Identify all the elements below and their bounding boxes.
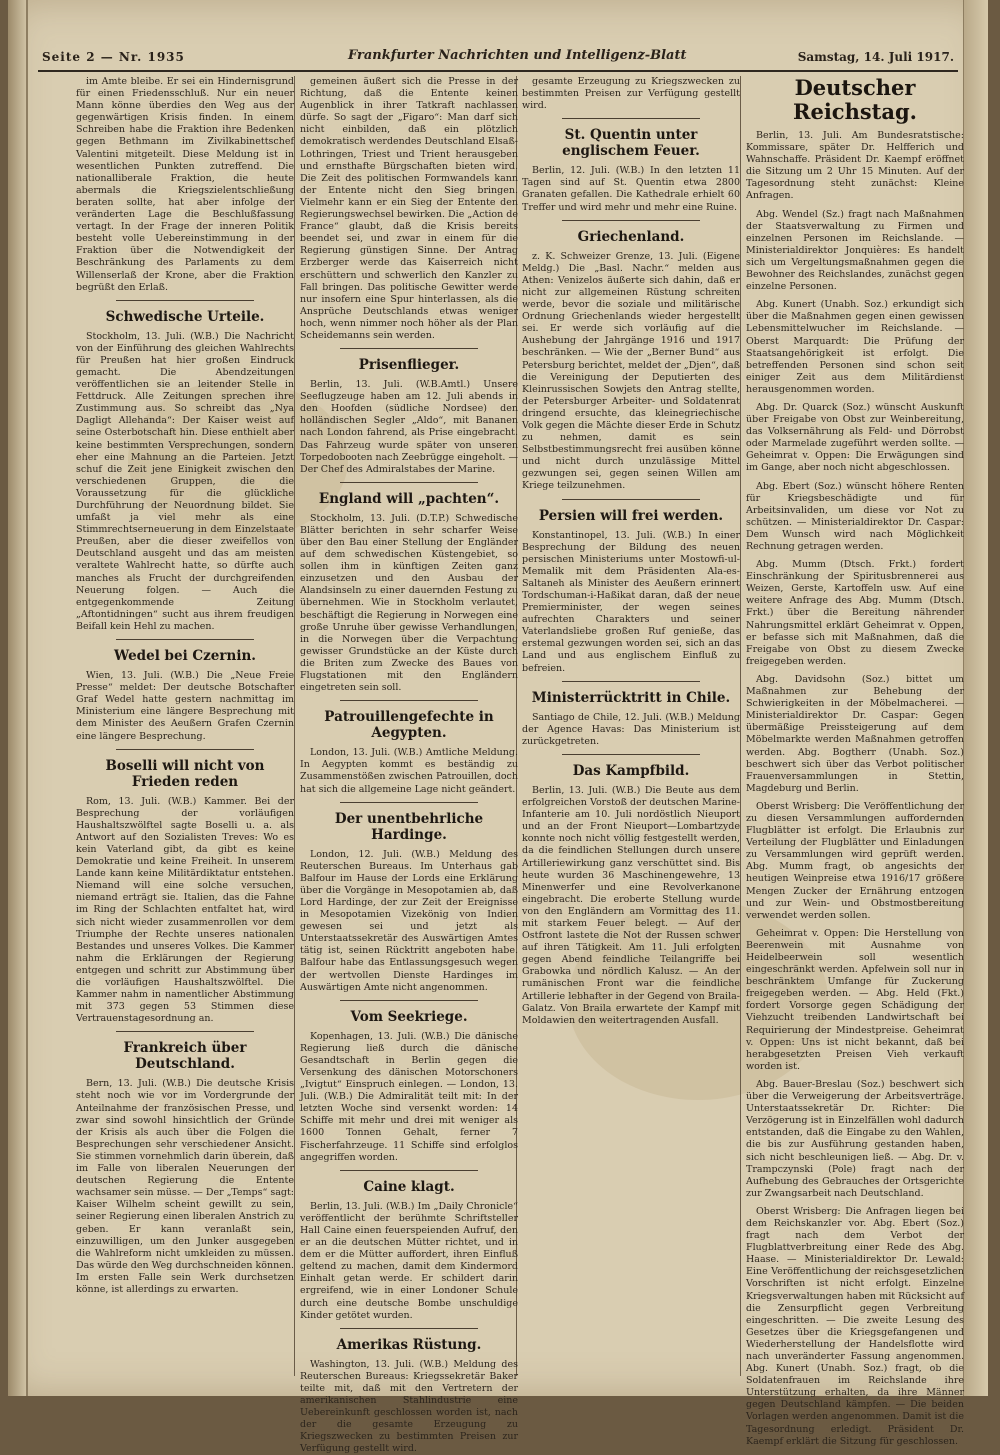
article-text: gemeinen äußert sich die Presse in der Richtung, daß die Entente keinen Augenblick in ihrer Tatkraft nachlassen dürfe. So sagt der „Figaro“: Man darf sich nicht einbilden, daß ein plötzlich demokratisch werdendes Deutschland Elsaß-Lothringen, Triest und Trient herausgeben und ernsthafte Bürgschaften bieten wird. Die Zeit des politischen Formwandels kann der Entente nicht den Sieg bringen. Vielmehr kann er ein Sieg der Entente den Regierungswechsel bewirken. Die „Action de France“ glaubt, daß die Krisis bereits beendet sei, und zwar in einem für die Regierung günstigen Sinne. Der Antrag Erzberger werde das Kaiserreich nicht erschüttern und schwerlich den Kanzler zu Fall bringen. Das politische Gewitter werde nur insofern eine Spur hinterlassen, als die Ansprüche Deutschlands etwas weniger hoch, wenn nimmer noch höher als der Plan Scheidemanns sein werden. xyxy=(300,76,518,341)
divider xyxy=(116,1031,254,1032)
article-text: Geheimrat v. Oppen: Die Herstellung von Beerenwein mit Ausnahme von Heidelbeerwein soll wesentlich eingeschränkt werden. Apfelwein soll nur in beschränktem Umfange für Zuckerung freigegeben werden. — Abg. Held (Fkt.) fordert Vorsorge gegen Schädigung der Viehzucht treibenden Landwirtschaft bei Requirierung der Mindestpreise. Geheimrat v. Oppen: Uns ist nicht bekannt, daß bei herabgesetzten Preisen Vieh verkauft worden ist. xyxy=(746,927,964,1072)
article-text: Konstantinopel, 13. Juli. (W.B.) In einer Besprechung der Bildung des neuen persischen Ministeriums unter Mostowfi-ul-Memalik mit dem Präsidenten Ala-es-Saltaneh als Minister des Aeußern erinnert Tordschuman-i-Haßikat daran, daß der neue Premierminister, der wegen seines aufrechten Charakters und seiner Vaterlandsliebe großen Ruf genieße, das erstemal gezwungen worden sei, sich an das Land und aus englischem Einfluß zu befreien. xyxy=(522,529,740,674)
article-text: Bern, 13. Juli. (W.B.) Die deutsche Krisis steht noch wie vor im Vordergrunde der Anteilnahme der französischen Presse, und zwar sind sowohl hinsichtlich der Gründe der Krisis als auch über die Folgen die Besprechungen sehr verschiedener Ansicht. Sie stimmen vornehmlich darin überein, daß im Falle von liberalen Neuerungen der deutschen Regierung die Entente wachsamer sein müsse. — Der „Temps“ sagt: Kaiser Wilhelm scheint gewillt zu sein, seiner Regierung einen liberalen Anstrich zu geben. Er kann veranlaßt sein, einzuwilligen, um den Junker ausgegeben die Wahlreform nicht umkleiden zu müssen. Das würde den Weg durchschneiden können. Im ersten Falle sein Werk durchsetzen könne, ist allerdings zu erwarten. xyxy=(76,1078,294,1295)
article-headline: Frankreich über Deutschland. xyxy=(123,1040,247,1073)
article-text: Berlin, 13. Juli. Am Bundesratstische: Kommissare, später Dr. Helfferich und Wahnschaffe. Präsident Dr. Kaempf eröffnet die Sitzung um 2 Uhr 15 Minuten. Auf der Tagesordnung steht zunächst: Kleine Anfragen. xyxy=(746,130,964,202)
article-headline: Persien will frei werden. xyxy=(538,507,724,524)
article-text: Stockholm, 13. Juli. (D.T.P.) Schwedische Blätter berichten in sehr scharfer Weise über den Bau einer Stellung der Engländer auf dem schwedischen Küstengebiet, so sollen ihm in künftigen Zeiten ganz einzusetzen und den Ausbau der Alandsinseln zu einer dauernden Festung zu übernehmen. Wie in Stockholm verlautet, beschäftigt die Regierung in Norwegen eine große Unruhe über gewisse Verhandlungen, in die Norwegen über die Verpachtung gewisser Grundstücke an der Küste durch die Briten zum Zwecke des Baues von Flugstationen mit den Engländern eingetreten sein soll. xyxy=(300,512,518,694)
page-edge xyxy=(26,0,28,1396)
divider xyxy=(562,118,700,119)
article-text: Abg. Dr. Quarck (Soz.) wünscht Auskunft über Freigabe von Obst zur Weinbereitung, das Volksernährung als Feld- und Dörrobst oder Marmelade zugeführt werden sollte. — Geheimrat v. Oppen: Die Erwägungen sind im Gange, aber noch nicht abgeschlossen. xyxy=(746,401,964,474)
header-rule xyxy=(38,70,958,72)
article-text: Berlin, 13. Juli. (W.B.) Im „Daily Chronicle“ veröffentlicht der berühmte Schriftsteller Hall Caine einen feuerspeienden Aufruf, den er an die deutschen Mütter richtet, und in dem er die Mütter auffordert, ihren Einfluß geltend zu machen, damit dem Kindermord Einhalt getan werde. Er schildert darin ergreifend, wie in einer Londoner Schule durch eine deutsche Bombe unschuldige Kinder getötet wurden. xyxy=(300,1200,518,1321)
article-headline: Griechenland. xyxy=(577,228,685,245)
column-4 xyxy=(746,75,964,1447)
article-text: Santiago de Chile, 12. Juli. (W.B.) Meldung der Agence Havas: Das Ministerium ist zurückgetreten. xyxy=(522,711,740,747)
divider xyxy=(562,499,700,500)
article-text: Oberst Wrisberg: Die Veröffentlichung der zu diesen Versammlungen auffordernden Flugblätter ist erfolgt. Die Erlaubnis zur Verteilung der Flugblätter und Einladungen zu Versammlungen wird geprüft werden. Abg. Mumm fragt, ob angesichts der heutigen Weinpreise etwa 1916/17 größere Mengen Zucker der Ernährung entzogen und zur Wein- und Obstmostbereitung verwendet werden sollen. xyxy=(746,800,964,921)
column-separator xyxy=(294,76,295,1376)
article-headline: Schwedische Urteile. xyxy=(105,308,265,325)
article-text: Abg. Wendel (Sz.) fragt nach Maßnahmen der Staatsverwaltung zu Firmen und einzelnen Personen im Reichslande. — Ministerialdirektor Jonquières: Es handelt sich um Vergeltungsmaßnahmen gegen die Bewohner des Reichslandes, zunächst gegen einzelne Personen. xyxy=(746,208,964,293)
article-text: Berlin, 13. Juli. (W.B.Amtl.) Unsere Seeflugzeuge haben am 12. Juli abends in den Hoofden (südliche Nordsee) den holländischen Segler „Aldo“, mit Bananen nach London fahrend, als Prise eingebracht. Das Fahrzeug wurde später von unseren Torpedobooten nach Zeebrügge eingeholt. — Der Chef des Admiralstabes der Marine. xyxy=(300,379,518,475)
article-text: Stockholm, 13. Juli. (W.B.) Die Nachricht von der Einführung des gleichen Wahlrechts für Preußen hat hier großen Eindruck gemacht. Die Abendzeitungen veröffentlichen sie an leitender Stelle in Fettdruck. Alle Zeitungen sprechen ihre Zustimmung aus. So schreibt das „Nya Dagligt Allehanda“: Der Kaiser weist auf seine Osterbotschaft hin. Diese enthielt aber keine bestimmten Versprechungen, sondern eher eine Mahnung an die Parteien. Jetzt schuf die Zeit jene Einigkeit zwischen den verschiedenen Gruppen, die die Voraussetzung für die glückliche Durchführung der Neuordnung bildet. Sie umfaßt ja viel mehr als eine Stimmrechtserneuerung in dem Einzelstaate Preußen, aber die dieser zweifellos von Deutschland ausgeht und das am meisten veraltete Wahlrecht hatte, so dürfte auch manches als Frucht der durchgreifenden Neuerung folgen. — Auch die entgegenkommende Zeitung „Aftontidningen“ sucht aus ihrem freudigen Beifall kein Hehl zu machen. xyxy=(76,330,294,632)
article-headline: Das Kampfbild. xyxy=(572,762,690,779)
article-headline: Wedel bei Czernin. xyxy=(114,648,256,665)
divider xyxy=(562,220,700,221)
divider xyxy=(116,639,254,640)
header-masthead: Frankfurter Nachrichten und Intelligenz-Blatt xyxy=(348,48,687,63)
article-headline: Der unentbehrliche Hardinge. xyxy=(334,810,484,843)
section-title: Deutscher Reichstag. xyxy=(793,75,917,124)
article-text: Wien, 13. Juli. (W.B.) Die „Neue Freie Presse“ meldet: Der deutsche Botschafter Graf Wedel hatte gestern nachmittag im Ministerium eine längere Besprechung mit dem Minister des Aeußern Grafen Czernin eine längere Besprechung. xyxy=(76,670,294,742)
newspaper-page xyxy=(8,0,988,1455)
divider xyxy=(340,700,478,701)
binding-spine xyxy=(8,0,26,1396)
article-headline: Amerikas Rüstung. xyxy=(336,1336,482,1353)
column-3 xyxy=(522,76,740,1376)
article-headline: St. Quentin unter englischem Feuer. xyxy=(562,127,700,160)
column-2 xyxy=(300,76,518,1455)
article-text: Abg. Davidsohn (Soz.) bittet um Maßnahmen zur Behebung der Schwierigkeiten in der Möbelmacherei. — Ministerialdirektor Dr. Caspar: Gegen übermäßige Preissteigerung auf dem Möbelmarkte werden Maßnahmen getroffen werden. Abg. Bogtherr (Unabh. Soz.) beschwert sich über das Verbot politischer Frauenversammlungen in Stettin, Magdeburg und Berlin. xyxy=(746,673,964,794)
divider xyxy=(116,749,254,750)
article-text: Abg. Ebert (Soz.) wünscht höhere Renten für Kriegsbeschädigte und für Arbeitsinvaliden, um diese vor Not zu schützen. — Ministerialdirektor Dr. Caspar: Dem Wunsch wird nach Möglichkeit Rechnung getragen werden. xyxy=(746,480,964,552)
divider xyxy=(340,802,478,803)
divider xyxy=(340,348,478,349)
divider xyxy=(340,482,478,483)
article-headline: Caine klagt. xyxy=(363,1178,455,1195)
article-text: Kopenhagen, 13. Juli. (W.B.) Die dänische Regierung ließ durch die dänische Gesandtschaft in Berlin gegen die Versenkung des dänischen Motorschoners „Ivigtut“ Einspruch einlegen. — London, 13. Juli. (W.B.) Die Admiralität teilt mit: In der letzten Woche sind versenkt worden: 14 Schiffe mit mehr und drei mit weniger als 1600 Tonnen Gehalt, ferner 7 Fischerfahrzeuge. 11 Schiffe sind erfolglos angegriffen worden. xyxy=(300,1030,518,1163)
column-separator xyxy=(740,76,741,1376)
article-text: Rom, 13. Juli. (W.B.) Kammer. Bei der Besprechung der vorläufigen Haushaltszwölftel sagte Boselli u. a. als Antwort auf den Sozialisten Treves: Wo es kein Vaterland gibt, da gibt es keine Demokratie und keine Freiheit. In unserem Lande kann keine Militärdiktatur entstehen. Niemand will eine solche versuchen, niemand erträgt sie. Italien, das die Fahne im Ring der Schlachten entfaltet hat, wird sich nicht wieder zusammenrollen vor dem Triumphe der Rechte unseres nationalen Bestandes und unseres Volkes. Die Kammer nahm die Erklärungen der Regierung entgegen und schritt zur Abstimmung über die vorläufigen Haushaltszwölftel. Die Kammer nahm in namentlicher Abstimmung mit 373 gegen 53 Stimmen diese Vertrauenstagesordnung an. xyxy=(76,795,294,1025)
article-text: London, 13. Juli. (W.B.) Amtliche Meldung. In Aegypten kommt es beständig zu Zusammenstößen zwischen Patrouillen, doch hat sich die allgemeine Lage nicht geändert. xyxy=(300,747,518,795)
adjacent-page-edge xyxy=(963,0,988,1396)
divider xyxy=(116,300,254,301)
header-page-number: Seite 2 — Nr. 1935 xyxy=(42,50,185,64)
article-text: London, 12. Juli. (W.B.) Meldung des Reuterschen Bureaus. Im Unterhaus gab Balfour im Hause der Lords eine Erklärung über die Vorgänge in Mesopotamien ab, daß Lord Hardinge, der zur Zeit der Ereignisse in Mesopotamien Vizekönig von Indien gewesen sei und jetzt als Unterstaatssekretär des Auswärtigen Amtes tätig ist, seinen Rücktritt angeboten habe. Balfour habe das Entlassungsgesuch wegen der wertvollen Dienste Hardinges im Auswärtigen Amte nicht angenommen. xyxy=(300,848,518,993)
article-text: Oberst Wrisberg: Die Anfragen liegen bei dem Reichskanzler vor. Abg. Ebert (Soz.) fragt nach dem Verbot der Flugblattverbreitung einer Rede des Abg. Haase. — Ministerialdirektor Dr. Lewald: Eine Veröffentlichung der reichsgesetzlichen Vorschriften ist nicht erfolgt. Einzelne Kriegsverwaltungen haben mit Rücksicht auf die Zensurpflicht gegen Verbreitung eingeschritten. — Die zweite Lesung des Gesetzes über die Kriegsgefangenen und Wiederherstellung der Handelsflotte wird nach unveränderter Fassung angenommen. Abg. Kunert (Unabh. Soz.) fragt, ob die Soldatenfrauen im Reichslande ihre Unterstützung erhalten, da ihre Männer gegen Deutschland kämpfen. — Die beiden Vorlagen werden angenommen. Damit ist die Tagesordnung erledigt. Präsident Dr. Kaempf erklärt die Sitzung für geschlossen. xyxy=(746,1205,964,1447)
article-text: Abg. Kunert (Unabh. Soz.) erkundigt sich über die Maßnahmen gegen einen gewissen Lebensmittelwucher im Reichslande. — Oberst Marquardt: Die Prüfung der Staatsangehörigkeit ist erfolgt. Die betreffenden Personen sind schon seit einiger Zeit aus dem Militärdienst herausgenommen worden. xyxy=(746,299,964,395)
article-text: Berlin, 13. Juli. (W.B.) Die Beute aus dem erfolgreichen Vorstoß der deutschen Marine-Infanterie am 10. Juli nordöstlich Nieuport und an der Front Nieuport—Lombartzyde konnte noch nicht völlig festgestellt werden, da die feindlichen Stellungen durch unsere Artilleriewirkung ganz verschüttet sind. Bis heute wurden 36 Maschinengewehre, 13 Minenwerfer und eine Revolverkanone eingebracht. Die eroberte Stellung wurde von den Engländern am Vormittag des 11. mit starkem Feuer belegt. — Auf der Ostfront lastete die Not der Russen schwer auf ihren Tätigkeit. Am 11. Juli erfolgten gegen Abend feindliche Teilangriffe bei Grabowka und nördlich Kalusz. — An der rumänischen Front war die feindliche Artillerie lebhafter in der Gegend von Braila-Galatz. Von Braila erwartete der Kampf mit Moldawien den weitertragenden Ausfall. xyxy=(522,784,740,1026)
divider xyxy=(340,1000,478,1001)
article-headline: Patrouillengefechte in Aegypten. xyxy=(324,709,494,742)
article-text: im Amte bleibe. Er sei ein Hindernisgrund für einen Friedensschluß. Nur ein neuer Mann könne überdies den Weg aus der gegenwärtigen Krisis finden. In einem Schreiben habe die Fraktion ihre Bedenken gegen Bethmann im Zivilkabinettschef Valentini mitgeteilt. Diese Meldung ist in wesentlichen Punkten zutreffend. Die nationalliberale Fraktion, die heute abermals die Kriegszielentschließung beraten sollte, hat aber infolge der veränderten Lage die Beschlußfassung vertagt. In der Frage der inneren Politik besteht volle Uebereinstimmung in der Fraktion über die Notwendigkeit der Beschränkung des Parlaments zu dem Willenserlaß der Krone, aber die Fraktion begrüßt den Erlaß. xyxy=(76,76,294,293)
article-text: Abg. Bauer-Breslau (Soz.) beschwert sich über die Verweigerung der Arbeitsverträge. Unterstaatssekretär Dr. Richter: Die Verzögerung ist in Einzelfällen wohl dadurch entstanden, daß die Eingabe zu den Wahlen, die bis zur Ausführung gestanden haben, sich nicht beschleunigen ließ. — Abg. Dr. v. Trampczynski (Pole) fragt nach der Aufhebung des Gebrauches der Ortsgerichte zur Zwangsarbeit nach Deutschland. xyxy=(746,1078,964,1199)
article-headline: Prisenflieger. xyxy=(358,357,460,374)
article-text: z. K. Schweizer Grenze, 13. Juli. (Eigene Meldg.) Die „Basl. Nachr.“ melden aus Athen: Venizelos äußerte sich dahin, daß er nicht zur allgemeinen Rüstung schreiten werde, bevor die soziale und militärische Ordnung Griechenlands wieder hergestellt sei. Er werde sich vorläufig auf die Aushebung der Jahrgänge 1916 und 1917 beschränken. — Wie der „Berner Bund“ aus Petersburg berichtet, meldet der „Djen“, daß die Vereinigung der Deputierten des Kleinrussischen Sowjets den Antrag stellte, der Petersburger Arbeiter- und Soldatenrat dringend ersuchte, das kleinegriechische Volk gegen die Mächte dieser Erde in Schutz zu nehmen, damit es sein Selbstbestimmungsrecht frei ausüben könne und nicht durch unzulässige Mittel gezwungen sei, gegen seinen Willen am Kriege teilzunehmen. xyxy=(522,250,740,492)
divider xyxy=(562,681,700,682)
article-headline: Ministerrücktritt in Chile. xyxy=(531,689,731,706)
article-text: Berlin, 12. Juli. (W.B.) In den letzten 11 Tagen sind auf St. Quentin etwa 2800 Granaten gefallen. Die Kathedrale erhielt 60 Treffer und wird mehr und mehr eine Ruine. xyxy=(522,165,740,213)
article-text: Washington, 13. Juli. (W.B.) Meldung des Reuterschen Bureaus: Kriegssekretär Baker teilte mit, daß mit den Vertretern der amerikanischen Stahlindustrie eine Uebereinkunft geschlossen worden ist, nach der die gesamte Erzeugung zu Kriegszwecken zu bestimmten Preisen zur Verfügung gestellt wird. xyxy=(300,1358,518,1455)
divider xyxy=(562,754,700,755)
article-text: Abg. Mumm (Dtsch. Frkt.) fordert Einschränkung der Spiritusbrennerei aus Weizen, Gerste, Kartoffeln usw. Auf eine weitere Anfrage des Abg. Mumm (Dtsch. Frkt.) über die Bereitung nährender Nahrungsmittel erklärt Geheimrat v. Oppen, er befasse sich mit Maßnahmen, daß die Freigabe von Obst zu diesem Zwecke freigegeben werden. xyxy=(746,559,964,667)
article-headline: Vom Seekriege. xyxy=(350,1008,468,1025)
page-header xyxy=(38,46,958,68)
column-1 xyxy=(76,76,294,1376)
divider xyxy=(340,1328,478,1329)
header-date: Samstag, 14. Juli 1917. xyxy=(797,50,954,64)
article-headline: England will „pachten“. xyxy=(318,490,500,507)
divider xyxy=(340,1170,478,1171)
article-headline: Boselli will nicht von Frieden reden xyxy=(105,757,265,790)
article-text: gesamte Erzeugung zu Kriegszwecken zu bestimmten Preisen zur Verfügung gestellt wird. xyxy=(522,76,740,112)
